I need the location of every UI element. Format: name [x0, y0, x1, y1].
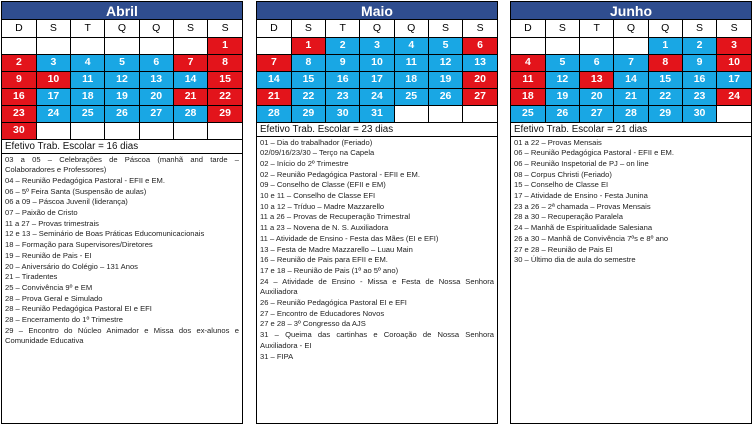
weekday-header: Q [394, 20, 428, 37]
day-cell: 11 [71, 71, 105, 88]
event-item: 24 – Manhã de Espiritualidade Salesiana [514, 223, 653, 233]
day-cell: 5 [545, 54, 579, 71]
weekday-header: Q [105, 20, 139, 37]
day-cell: 13 [463, 54, 497, 71]
day-cell: 25 [71, 105, 105, 122]
day-cell: 21 [257, 88, 291, 105]
empty-cell [2, 37, 36, 54]
day-cell: 24 [360, 88, 394, 105]
empty-cell [71, 122, 105, 139]
event-item: 17 e 18 – Reunião de Pais (1º ao 5º ano) [260, 265, 399, 275]
day-cell: 8 [208, 54, 242, 71]
day-cell: 20 [139, 88, 173, 105]
day-cell: 18 [394, 71, 428, 88]
weekday-header: S [463, 20, 497, 37]
day-cell: 15 [648, 71, 682, 88]
day-cell: 6 [139, 54, 173, 71]
event-item: 10 a 12 – Tríduo – Madre Mazzarello [260, 201, 385, 211]
weekday-header: S [173, 20, 207, 37]
day-cell: 18 [511, 88, 545, 105]
event-item: 21 – Tiradentes [5, 272, 58, 282]
empty-cell [105, 37, 139, 54]
day-cell: 7 [614, 54, 648, 71]
day-cell: 16 [2, 88, 36, 105]
day-cell: 2 [2, 54, 36, 71]
event-item: 12 e 13 – Seminário de Boas Práticas Educomunicacionais [5, 229, 205, 239]
day-cell: 26 [105, 105, 139, 122]
event-item: 11 a 27 – Provas trimestrais [5, 218, 99, 228]
day-cell: 14 [173, 71, 207, 88]
day-cell: 10 [36, 71, 70, 88]
day-cell: 30 [326, 105, 360, 122]
event-item: 20 – Aniversário do Colégio – 131 Anos [5, 261, 138, 271]
empty-cell [105, 122, 139, 139]
day-cell: 21 [173, 88, 207, 105]
day-cell: 9 [2, 71, 36, 88]
day-cell: 2 [682, 37, 716, 54]
working-days: Efetivo Trab. Escolar = 21 dias [511, 123, 751, 137]
empty-cell [394, 105, 428, 122]
event-item: 01 a 22 – Provas Mensais [514, 137, 602, 147]
day-cell: 22 [291, 88, 325, 105]
day-cell: 27 [580, 105, 614, 122]
day-cell: 16 [326, 71, 360, 88]
day-cell: 10 [360, 54, 394, 71]
day-cell: 17 [717, 71, 751, 88]
day-cell: 21 [614, 88, 648, 105]
day-cell: 27 [463, 88, 497, 105]
event-item: 11 – Atividade de Ensino - Festa das Mães (EI e EFI) [260, 233, 439, 243]
day-cell: 22 [208, 88, 242, 105]
day-cell: 3 [717, 37, 751, 54]
day-cell: 4 [71, 54, 105, 71]
event-item: 03 a 05 – Celebrações de Páscoa (manhã and tarde – Colaboradores e Professores) [5, 154, 239, 175]
day-cell: 17 [36, 88, 70, 105]
month-title: Abril [2, 2, 242, 20]
event-item: 27 e 28 – Reunião de Pais EI [514, 244, 613, 254]
day-cell: 7 [173, 54, 207, 71]
event-item: 28 – Prova Geral e Simulado [5, 293, 103, 303]
day-cell: 13 [139, 71, 173, 88]
day-cell: 20 [463, 71, 497, 88]
event-item: 28 a 30 – Recuperação Paralela [514, 212, 623, 222]
event-item: 08 – Corpus Christi (Feriado) [514, 169, 612, 179]
day-cell: 20 [580, 88, 614, 105]
day-cell: 1 [648, 37, 682, 54]
event-item: 15 – Conselho de Classe EI [514, 180, 609, 190]
day-cell: 2 [326, 37, 360, 54]
event-item: 26 – Reunião Pedagógica Pastoral EI e EFI [260, 298, 407, 308]
day-cell: 9 [682, 54, 716, 71]
month-title: Junho [511, 2, 751, 20]
empty-cell [428, 105, 462, 122]
day-cell: 12 [545, 71, 579, 88]
day-cell: 26 [545, 105, 579, 122]
day-cell: 30 [2, 122, 36, 139]
empty-cell [139, 37, 173, 54]
event-item: 28 – Reunião Pedagógica Pastoral EI e EFI [5, 304, 152, 314]
empty-cell [545, 37, 579, 54]
day-cell: 25 [511, 105, 545, 122]
day-cell: 29 [648, 105, 682, 122]
day-cell: 14 [257, 71, 291, 88]
day-cell: 11 [511, 71, 545, 88]
month-title: Maio [257, 2, 497, 20]
event-item: 18 – Formação para Supervisores/Diretores [5, 240, 153, 250]
day-cell: 1 [208, 37, 242, 54]
day-cell: 26 [428, 88, 462, 105]
day-cell: 28 [173, 105, 207, 122]
calendar-grid [511, 20, 751, 123]
empty-cell [511, 37, 545, 54]
event-item: 23 a 26 – 2ª chamada – Provas Mensais [514, 201, 651, 211]
event-item: 27 – Encontro de Educadores Novos [260, 308, 385, 318]
event-item: 26 a 30 – Manhã de Convivência 7ºs e 8º ano [514, 233, 669, 243]
calendar-grid [257, 20, 497, 123]
day-cell: 23 [2, 105, 36, 122]
empty-cell [614, 37, 648, 54]
empty-cell [139, 122, 173, 139]
weekday-header: S [545, 20, 579, 37]
weekday-header: D [511, 20, 545, 37]
event-item: 06 – 5º Feira Santa (Suspensão de aulas) [5, 186, 147, 196]
day-cell: 17 [360, 71, 394, 88]
day-cell: 13 [580, 71, 614, 88]
day-cell: 4 [511, 54, 545, 71]
day-cell: 8 [291, 54, 325, 71]
day-cell: 5 [428, 37, 462, 54]
day-cell: 31 [360, 105, 394, 122]
day-cell: 5 [105, 54, 139, 71]
event-item: 11 a 23 – Novena de N. S. Auxiliadora [260, 223, 389, 233]
event-item: 04 – Reunião Pedagógica Pastoral - EFII e EM. [5, 175, 165, 185]
weekday-header: D [2, 20, 36, 37]
day-cell: 25 [394, 88, 428, 105]
day-cell: 1 [291, 37, 325, 54]
weekday-header: Q [614, 20, 648, 37]
event-item: 17 – Atividade de Ensino - Festa Junina [514, 191, 648, 201]
day-cell: 29 [208, 105, 242, 122]
day-cell: 6 [463, 37, 497, 54]
day-cell: 3 [36, 54, 70, 71]
event-item: 02 – Início do 2º Trimestre [260, 158, 349, 168]
day-cell: 9 [326, 54, 360, 71]
day-cell: 19 [545, 88, 579, 105]
day-cell: 24 [36, 105, 70, 122]
weekday-header: D [257, 20, 291, 37]
event-item: 06 – Reunião Inspetorial de PJ – on line [514, 158, 649, 168]
weekday-header: S [717, 20, 751, 37]
day-cell: 7 [257, 54, 291, 71]
day-cell: 30 [682, 105, 716, 122]
day-cell: 28 [614, 105, 648, 122]
weekday-header: S [428, 20, 462, 37]
weekday-header: S [682, 20, 716, 37]
day-cell: 12 [428, 54, 462, 71]
weekday-header: T [326, 20, 360, 37]
event-item: 02/09/16/23/30 – Terço na Capela [260, 148, 375, 158]
event-item: 28 – Encerramento do 1º Trimestre [5, 315, 123, 325]
weekday-header: T [580, 20, 614, 37]
day-cell: 23 [326, 88, 360, 105]
event-item: 09 – Conselho de Classe (EFII e EM) [260, 180, 386, 190]
event-item: 30 – Último dia de aula do semestre [514, 255, 636, 265]
calendar-grid [2, 20, 242, 140]
event-item: 01 – Dia do trabalhador (Feriado) [260, 137, 373, 147]
empty-cell [173, 122, 207, 139]
day-cell: 16 [682, 71, 716, 88]
day-cell: 23 [682, 88, 716, 105]
event-item: 27 e 28 – 3º Congresso da AJS [260, 319, 366, 329]
empty-cell [36, 122, 70, 139]
event-item: 11 a 26 – Provas de Recuperação Trimestral [260, 212, 411, 222]
day-cell: 15 [291, 71, 325, 88]
event-item: 29 – Encontro do Núcleo Animador e Missa dos ex-alunos e Comunidade Educativa [5, 325, 239, 346]
day-cell: 12 [105, 71, 139, 88]
empty-cell [580, 37, 614, 54]
weekday-header: S [208, 20, 242, 37]
event-item: 24 – Atividade de Ensino - Missa e Festa de Nossa Senhora Auxiliadora [260, 276, 494, 297]
event-item: 19 – Reunião de Pais - EI [5, 250, 92, 260]
day-cell: 15 [208, 71, 242, 88]
working-days: Efetivo Trab. Escolar = 16 dias [2, 140, 242, 154]
weekday-header: S [291, 20, 325, 37]
event-item: 10 e 11 – Conselho de Classe EFI [260, 191, 376, 201]
empty-cell [208, 122, 242, 139]
day-cell: 11 [394, 54, 428, 71]
weekday-header: T [71, 20, 105, 37]
day-cell: 28 [257, 105, 291, 122]
weekday-header: Q [360, 20, 394, 37]
event-list [257, 137, 497, 364]
weekday-header: S [36, 20, 70, 37]
event-item: 13 – Festa de Madre Mazzarello – Luau Main [260, 244, 413, 254]
event-list [2, 154, 242, 349]
day-cell: 22 [648, 88, 682, 105]
day-cell: 19 [105, 88, 139, 105]
working-days: Efetivo Trab. Escolar = 23 dias [257, 123, 497, 137]
empty-cell [36, 37, 70, 54]
day-cell: 14 [614, 71, 648, 88]
day-cell: 4 [394, 37, 428, 54]
day-cell: 3 [360, 37, 394, 54]
event-item: 31 – Queima das cartinhas e Coroação de Nossa Senhora Auxiliadora - EI [260, 330, 494, 350]
day-cell: 27 [139, 105, 173, 122]
event-item: 31 – FIPA [260, 351, 294, 361]
empty-cell [717, 105, 751, 122]
event-item: 06 – Reunião Pedagógica Pastoral - EFII e EM. [514, 148, 674, 158]
event-item: 02 – Reunião Pedagógica Pastoral - EFII e EM. [260, 169, 420, 179]
day-cell: 6 [580, 54, 614, 71]
day-cell: 8 [648, 54, 682, 71]
empty-cell [173, 37, 207, 54]
event-list [511, 137, 751, 267]
month-june [510, 1, 752, 424]
day-cell: 18 [71, 88, 105, 105]
event-item: 06 a 09 – Páscoa Juvenil (liderança) [5, 197, 128, 207]
month-april [1, 1, 243, 424]
weekday-header: Q [648, 20, 682, 37]
day-cell: 29 [291, 105, 325, 122]
day-cell: 19 [428, 71, 462, 88]
weekday-header: Q [139, 20, 173, 37]
empty-cell [463, 105, 497, 122]
event-item: 16 – Reunião de Pais para EFII e EM. [260, 255, 388, 265]
empty-cell [71, 37, 105, 54]
month-may [256, 1, 498, 424]
day-cell: 10 [717, 54, 751, 71]
day-cell: 24 [717, 88, 751, 105]
event-item: 25 – Convivência 9º e EM [5, 282, 93, 292]
event-item: 07 – Paixão de Cristo [5, 208, 78, 218]
empty-cell [257, 37, 291, 54]
